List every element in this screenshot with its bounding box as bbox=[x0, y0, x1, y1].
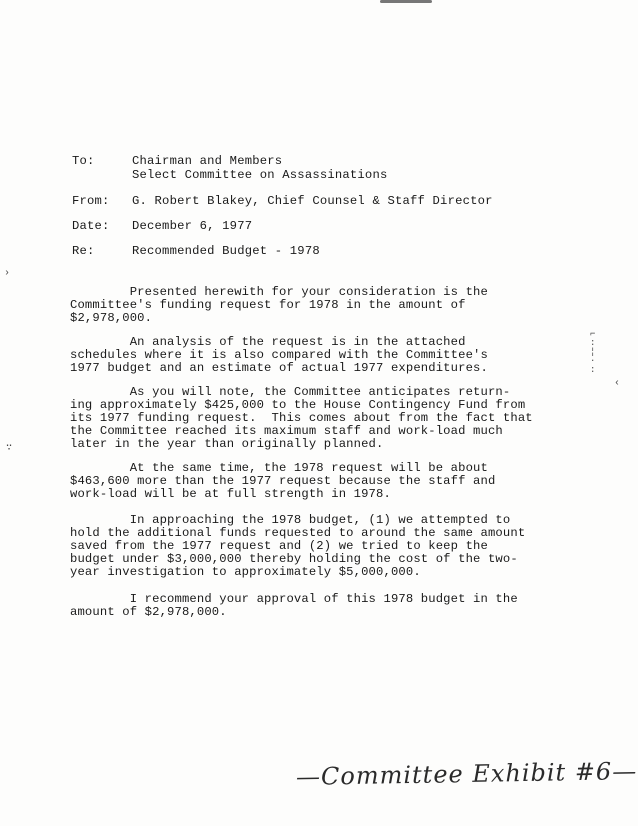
paragraph-6: I recommend your approval of this 1978 budget in the amount of $2,978,000. bbox=[70, 592, 518, 619]
to-line-2: Select Committee on Assassinations bbox=[132, 168, 388, 182]
margin-speck: › bbox=[4, 268, 11, 279]
margin-speck: ‹ bbox=[614, 378, 621, 389]
scan-mark bbox=[380, 0, 432, 3]
to-value bbox=[132, 154, 387, 182]
memo-from-row bbox=[72, 194, 493, 208]
date-value: December 6, 1977 bbox=[132, 219, 253, 233]
paragraph-5: In approaching the 1978 budget, (1) we attempted to hold the additional funds requested to around the same amount saved from the 1977 request and (2) we tried to keep the budget under $3,000,000 thereby holding the cost of the two- year investigation to approximately $5,000,000. bbox=[70, 513, 526, 579]
from-label: From: bbox=[72, 194, 110, 208]
margin-speck: ⌐ : ¦ · : bbox=[590, 329, 596, 375]
to-label: To: bbox=[72, 154, 95, 168]
paragraph-4: At the same time, the 1978 request will be about $463,600 more than the 1977 request because the staff and work-load will be at full strength in 1978. bbox=[70, 461, 496, 501]
date-label: Date: bbox=[72, 219, 110, 233]
re-label: Re: bbox=[72, 244, 95, 258]
to-line-1: Chairman and Members bbox=[132, 154, 283, 168]
memo-date-row bbox=[72, 219, 252, 233]
from-value: G. Robert Blakey, Chief Counsel & Staff Director bbox=[132, 194, 493, 208]
margin-speck: ∵ bbox=[6, 443, 13, 454]
memo-to-row bbox=[72, 154, 387, 182]
paragraph-2: An analysis of the request is in the attached schedules where it is also compared with the Committee's 1977 budget and an estimate of actual 1977 expenditures. bbox=[70, 335, 488, 375]
memo-re-row bbox=[72, 244, 320, 258]
paragraph-1: Presented herewith for your consideration is the Committee's funding request for 1978 in the amount of $2,978,000. bbox=[70, 285, 488, 325]
handwritten-exhibit-note: —Committee Exhibit #6— bbox=[295, 757, 638, 791]
paragraph-3: As you will note, the Committee anticipates return- ing approximately $425,000 to the House Contingency Fund from its 1977 funding request. This comes about from the fact that the Committee reached its maximum staff and work-load much later in the year than originally planned. bbox=[70, 385, 533, 451]
re-value: Recommended Budget - 1978 bbox=[132, 244, 320, 258]
